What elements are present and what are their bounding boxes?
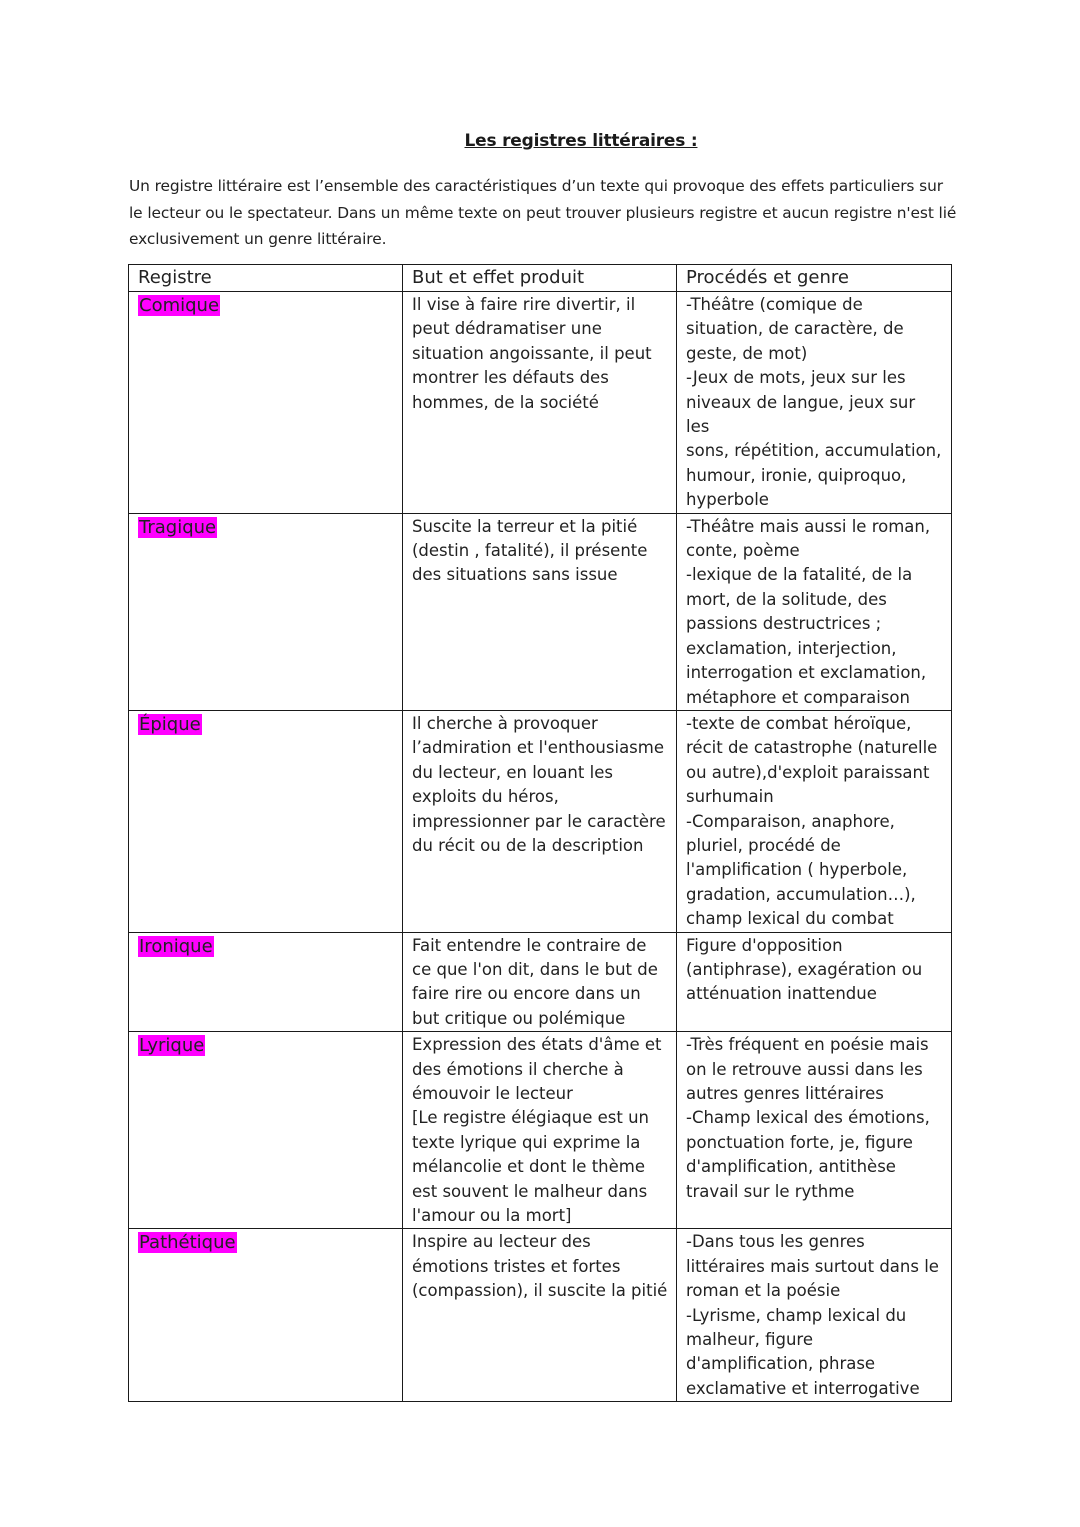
page-title: Les registres littéraires : bbox=[464, 131, 698, 151]
header-procedes: Procédés et genre bbox=[677, 265, 952, 292]
registre-cell bbox=[129, 1229, 403, 1402]
procedes-cell: Figure d'opposition (antiphrase), exagération ou atténuation inattendue bbox=[677, 932, 952, 1032]
registre-name-highlight: Pathétique bbox=[139, 1232, 236, 1254]
procedes-cell: -Théâtre (comique de situation, de caractère, de geste, de mot) -Jeux de mots, jeux sur les niveaux de langue, jeux sur les sons, répétition, accumulation, humour, ironie, quiproquo, hyperbole bbox=[677, 292, 952, 514]
registre-name-highlight: Ironique bbox=[139, 935, 213, 957]
but-cell: Il cherche à provoquer l’admiration et l'enthousiasme du lecteur, en louant les exploits du héros, impressionner par le caractère du récit ou de la description bbox=[403, 710, 677, 932]
table-header-row bbox=[129, 265, 952, 292]
registre-name-highlight: Lyrique bbox=[139, 1035, 205, 1057]
header-registre: Registre bbox=[129, 265, 403, 292]
table-row bbox=[129, 292, 952, 514]
but-cell: Fait entendre le contraire de ce que l'on dit, dans le but de faire rire ou encore dans un but critique ou polémique bbox=[403, 932, 677, 1032]
registre-name-highlight: Comique bbox=[139, 295, 220, 316]
procedes-cell: -texte de combat héroïque, récit de catastrophe (naturelle ou autre),d'exploit paraissant surhumain -Comparaison, anaphore, pluriel, procédé de l'amplification ( hyperbole, gradation, accumulation…), champ lexical du combat bbox=[677, 710, 952, 932]
intro-paragraph: Un registre littéraire est l’ensemble des caractéristiques d’un texte qui provoque des effets particuliers sur le lecteur ou le spectateur. Dans un même texte on peut trouver plusieurs registre et aucun registre n'est lié exclusivement un genre littéraire. bbox=[129, 177, 957, 248]
registres-table bbox=[128, 264, 952, 1402]
header-but: But et effet produit bbox=[403, 265, 677, 292]
registre-cell bbox=[129, 710, 403, 932]
procedes-cell: -Dans tous les genres littéraires mais surtout dans le roman et la poésie -Lyrisme, champ lexical du malheur, figure d'amplification, phrase exclamative et interrogative bbox=[677, 1229, 952, 1402]
registre-cell bbox=[129, 932, 403, 1032]
but-cell: Suscite la terreur et la pitié (destin , fatalité), il présente des situations sans issue bbox=[403, 513, 677, 710]
procedes-cell: -Théâtre mais aussi le roman, conte, poème -lexique de la fatalité, de la mort, de la solitude, des passions destructrices ; exclamation, interjection, interrogation et exclamation, métaphore et comparaison bbox=[677, 513, 952, 710]
registre-cell bbox=[129, 513, 403, 710]
procedes-cell: -Très fréquent en poésie mais on le retrouve aussi dans les autres genres littéraires -Champ lexical des émotions, ponctuation forte, je, figure d'amplification, antithèse travail sur le rythme bbox=[677, 1032, 952, 1229]
table-row bbox=[129, 710, 952, 932]
but-cell: Inspire au lecteur des émotions tristes et fortes (compassion), il suscite la pitié bbox=[403, 1229, 677, 1402]
table-row bbox=[129, 932, 952, 1032]
registre-cell bbox=[129, 1032, 403, 1229]
table-row bbox=[129, 1229, 952, 1402]
table-row bbox=[129, 513, 952, 710]
table-row bbox=[129, 1032, 952, 1229]
registre-name-highlight: Épique bbox=[139, 713, 201, 735]
but-cell: Il vise à faire rire divertir, il peut dédramatiser une situation angoissante, il peut montrer les défauts des hommes, de la société bbox=[403, 292, 677, 514]
but-cell: Expression des états d'âme et des émotions il cherche à émouvoir le lecteur [Le registre élégiaque est un texte lyrique qui exprime la mélancolie et dont le thème est souvent le malheur dans l'amour ou la mort] bbox=[403, 1032, 677, 1229]
registre-name-highlight: Tragique bbox=[139, 516, 217, 538]
registre-cell bbox=[129, 292, 403, 514]
